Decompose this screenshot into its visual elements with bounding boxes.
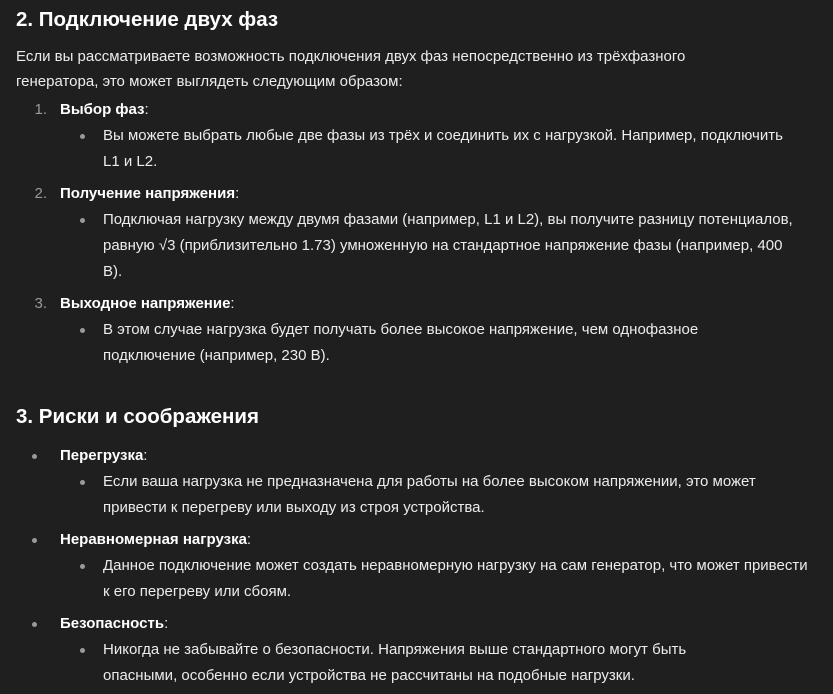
item-title: Безопасность <box>60 615 165 632</box>
list-item <box>16 291 821 369</box>
bullet-icon <box>32 622 37 627</box>
item-title: Получение напряжения <box>60 185 236 202</box>
item-title: Выбор фаз <box>60 101 145 118</box>
bullet-icon <box>80 648 85 653</box>
sub-item-text: Вы можете выбрать любые две фазы из трёх и соединить их с нагрузкой. Например, подключить L1 и L2. <box>103 127 783 170</box>
list-item <box>16 443 821 521</box>
item-title: Перегрузка <box>60 447 144 464</box>
sub-item-text: Если ваша нагрузка не предназначена для работы на более высоком напряжении, это может привести к перегреву или выходу из строя устройства. <box>103 473 756 516</box>
sub-item-text: Данное подключение может создать неравномерную нагрузку на сам генератор, что может привести к его перегреву или сбоям. <box>103 557 808 600</box>
item-title: Неравномерная нагрузка <box>60 531 247 548</box>
bullet-icon <box>80 328 85 333</box>
list-marker: 1. <box>34 101 47 118</box>
sub-list <box>60 123 821 175</box>
sub-list <box>60 469 821 521</box>
bullet-icon <box>80 134 85 139</box>
item-suffix: : <box>230 295 235 312</box>
sub-item-text: Никогда не забывайте о безопасности. Напряжения выше стандартного могут быть опасными, особенно если устройства не рассчитаны на подобные нагрузки. <box>103 641 687 684</box>
sub-list <box>60 317 821 369</box>
sub-item-text: В этом случае нагрузка будет получать более высокое напряжение, чем однофазное подключение (например, 230 В). <box>103 321 699 364</box>
sub-list-item <box>60 317 793 369</box>
sub-list <box>60 637 821 689</box>
bullet-icon <box>32 454 37 459</box>
sub-list <box>60 553 821 605</box>
bullet-icon <box>32 538 37 543</box>
section-2-heading: 2. Подключение двух фаз <box>16 8 279 31</box>
document-body <box>16 0 821 689</box>
list-item <box>16 181 821 285</box>
section-3-heading: 3. Риски и соображения <box>16 405 259 428</box>
sub-list-item <box>60 637 753 689</box>
item-suffix: : <box>235 185 240 202</box>
bulleted-list <box>16 443 821 689</box>
list-item <box>16 527 821 605</box>
sub-list-item <box>60 469 823 521</box>
bullet-icon <box>80 564 85 569</box>
item-suffix: : <box>144 101 149 118</box>
sub-list-item <box>60 553 813 605</box>
list-item <box>16 97 821 175</box>
item-suffix: : <box>246 531 252 548</box>
sub-list-item <box>60 123 803 175</box>
list-marker: 2. <box>34 185 47 202</box>
sub-list-item <box>60 207 803 285</box>
numbered-list <box>16 97 821 369</box>
item-suffix: : <box>164 615 169 632</box>
bullet-icon <box>80 480 85 485</box>
item-title: Выходное напряжение <box>60 295 231 312</box>
section-2-intro: Если вы рассматриваете возможность подключения двух фаз непосредственно из трёхфазного генератора, это может выглядеть следующим образом: <box>16 48 686 90</box>
list-marker: 3. <box>34 295 47 312</box>
bullet-icon <box>80 218 85 223</box>
sub-list <box>60 207 821 285</box>
item-suffix: : <box>143 447 148 464</box>
sub-item-text: Подключая нагрузку между двумя фазами (например, L1 и L2), вы получите разницу потенциалов, равную √3 (приблизительно 1.73) умноженную на стандартное напряжение фазы (например, 400 В). <box>103 211 793 280</box>
list-item <box>16 611 821 689</box>
